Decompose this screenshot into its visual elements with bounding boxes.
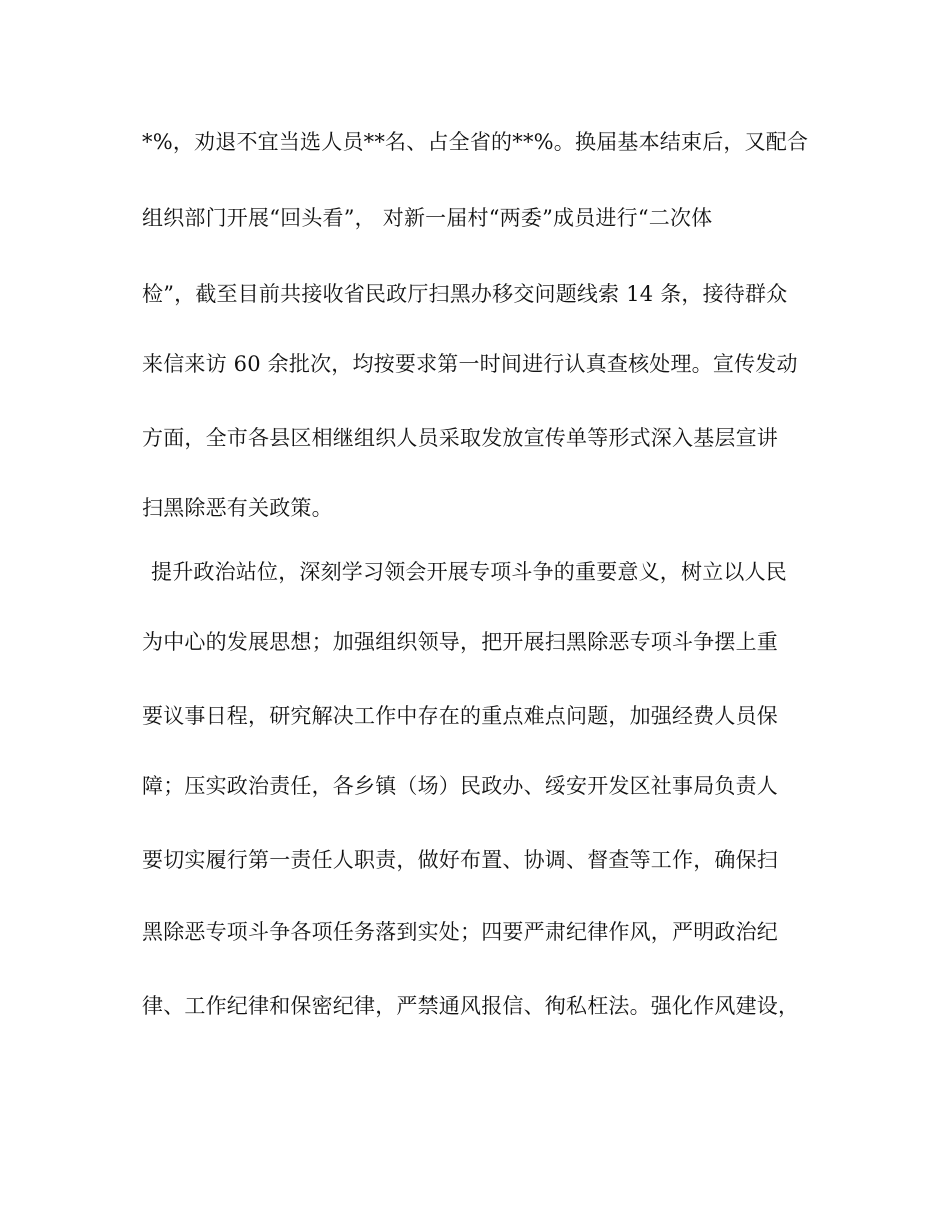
paragraph-2-line-3: 要议事日程，研究解决工作中存在的重点难点问题，加强经费人员保 [142, 704, 778, 728]
paragraph-2-line-1: 提升政治站位，深刻学习领会开展专项斗争的重要意义，树立以人民 [151, 560, 787, 584]
paragraph-2-line-6: 黑除恶专项斗争各项任务落到实处；四要严肃纪律作风，严明政治纪 [142, 920, 778, 944]
paragraph-1-line-1: *%，劝退不宜当选人员**名、占全省的**%。换届基本结束后，又配合 [142, 130, 809, 154]
paragraph-2-line-2: 为中心的发展思想；加强组织领导，把开展扫黑除恶专项斗争摆上重 [142, 630, 778, 654]
paragraph-1-line-4: 来信来访 60 余批次，均按要求第一时间进行认真查核处理。宣传发动 [142, 352, 798, 376]
paragraph-1-line-5: 方面，全市各县区相继组织人员采取发放宣传单等形式深入基层宣讲 [142, 426, 778, 450]
paragraph-1-line-2: 组织部门开展“回头看”， 对新一届村“两委”成员进行“二次体 [142, 206, 713, 230]
paragraph-1-line-3: 检”，截至目前共接收省民政厅扫黑办移交问题线索 14 条，接待群众 [142, 282, 788, 306]
paragraph-2-line-5: 要切实履行第一责任人职责，做好布置、协调、督查等工作，确保扫 [142, 848, 778, 872]
paragraph-2-line-7: 律、工作纪律和保密纪律，严禁通风报信、徇私枉法。强化作风建设， [142, 994, 800, 1018]
paragraph-1-line-6: 扫黑除恶有关政策。 [142, 496, 333, 520]
paragraph-2-line-4: 障；压实政治责任，各乡镇（场）民政办、绥安开发区社事局负责人 [142, 774, 778, 798]
